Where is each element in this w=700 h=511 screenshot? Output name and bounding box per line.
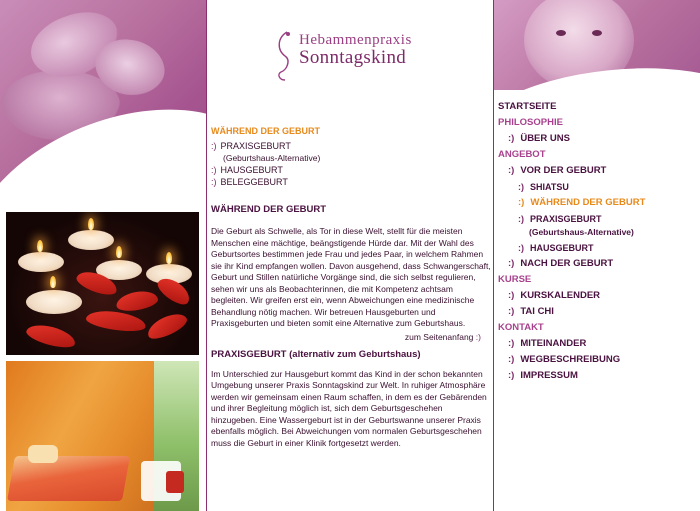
nav-item-nach-der-geburt[interactable] [498, 256, 698, 272]
nav-item-label: MITEINANDER [520, 338, 587, 349]
nav-item-label: IMPRESSUM [520, 370, 578, 381]
smiley-marker-icon: :) [508, 370, 515, 381]
candle [26, 290, 82, 314]
smiley-marker-icon: :) [508, 258, 515, 269]
left-image-column [0, 0, 206, 511]
nav-item-miteinander[interactable] [498, 336, 698, 352]
nav-item-label: ÜBER UNS [520, 133, 570, 144]
smiley-marker-icon: :) [211, 141, 217, 151]
candle-flame [88, 218, 94, 230]
nav-item-label: PRAXISGEBURT [530, 214, 602, 224]
nav-category-kontakt[interactable] [498, 320, 698, 336]
nav-item-label: STARTSEITE [498, 101, 557, 112]
header-photo-baby-feet [0, 0, 206, 205]
nav-item-tai-chi[interactable] [498, 304, 698, 320]
smiley-marker-icon: :) [508, 354, 515, 365]
nav-category-kurse[interactable] [498, 272, 698, 288]
subnav-item-praxisgeburt[interactable] [211, 140, 491, 164]
subnav-heading: WÄHREND DER GEBURT [211, 126, 320, 136]
baby-eye [556, 30, 566, 36]
photo-birth-room [6, 361, 199, 511]
nav-item-label: KONTAKT [498, 322, 544, 333]
main-content [211, 126, 491, 449]
nav-item-label: ANGEBOT [498, 149, 546, 160]
red-cushion [166, 471, 184, 493]
smiley-marker-icon: :) [508, 133, 515, 144]
nav-item-label: KURSE [498, 274, 532, 285]
smiley-marker-icon: :) [518, 197, 525, 208]
rose-petal [25, 321, 78, 351]
nav-item-impressum[interactable] [498, 368, 698, 384]
logo-text-line2: Sonntagskind [299, 47, 407, 68]
smiley-marker-icon: :) [475, 331, 481, 342]
nav-item-label: SHIATSU [530, 182, 569, 192]
nav-item-label: WÄHREND DER GEBURT [530, 197, 646, 208]
bed [7, 456, 130, 501]
nav-item-ueber-uns[interactable] [498, 131, 698, 147]
candle-flame [50, 276, 56, 288]
section-title-praxisgeburt: PRAXISGEBURT (alternativ zum Geburtshaus) [211, 348, 421, 360]
navigation-column [494, 0, 700, 511]
nav-item-praxisgeburt[interactable] [498, 211, 698, 237]
smiley-marker-icon: :) [518, 182, 524, 192]
nav-item-label: WEGBESCHREIBUNG [520, 354, 621, 365]
header-photo-baby-face [494, 0, 700, 90]
nav-item-label: TAI CHI [520, 306, 554, 317]
rose-petal [85, 308, 147, 334]
logo-swirl-icon [273, 30, 295, 82]
candle [68, 230, 114, 250]
nav-item-kurskalender[interactable] [498, 288, 698, 304]
smiley-marker-icon: :) [211, 165, 217, 175]
candle-flame [116, 246, 122, 258]
article-title: WÄHREND DER GEBURT [211, 204, 327, 215]
smiley-marker-icon: :) [211, 177, 217, 187]
pillow [28, 445, 58, 463]
nav-item-vor-der-geburt[interactable] [498, 163, 698, 179]
nav-item-startseite[interactable] [498, 99, 698, 115]
nav-item-waehrend-der-geburt[interactable] [498, 195, 698, 211]
subnav-item-label: HAUSGEBURT [220, 165, 283, 175]
article-paragraph: Die Geburt als Schwelle, als Tor in diese Welt, stellt für die meisten Menschen eine mächtige, beängstigende Hürde dar. Mit der Wahl des Geburtsortes bestimmen jede Frau und jedes Paar, in welchem Rahmen sie ihr Kind empfangen wollen. Davon ausgehend, dass Schwangerschaft, Geburt und Stillen natürliche Vorgänge sind, die sich selbst regulieren, sehen wir uns als Beobachterinnen, die mit Kompetenz achtsam begleiten. Wir greifen erst ein, wenn Abweichungen eine medizinische Behandlung nötig machen. Wir betreuen Hausgeburten und Praxisgeburten und bieten somit eine Alternative zum Geburtshaus. [211, 226, 491, 328]
nav-item-wegbeschreibung[interactable] [498, 352, 698, 368]
subnav-item-hausgeburt[interactable] [211, 164, 491, 176]
nav-item-label: VOR DER GEBURT [520, 165, 607, 176]
candle [18, 252, 64, 272]
baby-eye [592, 30, 602, 36]
nav-item-label: HAUSGEBURT [530, 243, 594, 253]
smiley-marker-icon: :) [518, 214, 524, 224]
nav-category-angebot[interactable] [498, 147, 698, 163]
logo-text-line1: Hebammenpraxis [299, 32, 412, 48]
candle-flame [37, 240, 43, 252]
smiley-marker-icon: :) [518, 243, 524, 253]
nav-item-hausgeburt[interactable] [498, 240, 698, 256]
article-paragraph: Im Unterschied zur Hausgeburt kommt das Kind in der schon bekannten Umgebung unserer Praxis Sonntagskind zur Welt. In ruhiger Atmosphäre werden wir gemeinsam einen Raum schaffen, in dem es der Gebärenden und ihrer Begleitung möglich ist, sich dem Geburtsgeschehen hinzugeben. Eine Wassergeburt ist in der Geburtswanne unserer Praxis ebenfalls möglich. Bei Abweichungen vom normalen Geburtsgeschehen muss die Geburt in einer Klinik fortgesetzt werden. [211, 368, 487, 448]
site-logo[interactable] [273, 30, 453, 85]
smiley-marker-icon: :) [508, 290, 515, 301]
nav-item-label: KURSKALENDER [520, 290, 601, 301]
candle-flame [166, 252, 172, 264]
main-navigation [498, 99, 698, 384]
back-to-top-label: zum Seitenanfang [404, 331, 474, 342]
subnav-item-note: (Geburtshaus-Alternative) [223, 153, 321, 163]
nav-item-shiatsu[interactable] [498, 179, 698, 195]
rose-petal [115, 288, 159, 313]
subnav-item-label: BELEGGEBURT [220, 177, 288, 187]
subnav-item-label: PRAXISGEBURT [220, 141, 291, 151]
smiley-marker-icon: :) [508, 165, 515, 176]
subnav-item-beleggeburt[interactable] [211, 176, 491, 188]
content-column [206, 0, 494, 511]
nav-item-label: NACH DER GEBURT [520, 258, 614, 269]
smiley-marker-icon: :) [508, 306, 515, 317]
logo-header [207, 0, 493, 90]
photo-floating-candles [6, 212, 199, 355]
nav-category-philosophie[interactable] [498, 115, 698, 131]
smiley-marker-icon: :) [508, 338, 515, 349]
subnav-list [211, 140, 491, 188]
nav-item-label: PHILOSOPHIE [498, 117, 563, 128]
rose-petal [144, 309, 190, 343]
nav-item-note: (Geburtshaus-Alternative) [529, 227, 634, 237]
back-to-top-link[interactable] [211, 332, 481, 342]
